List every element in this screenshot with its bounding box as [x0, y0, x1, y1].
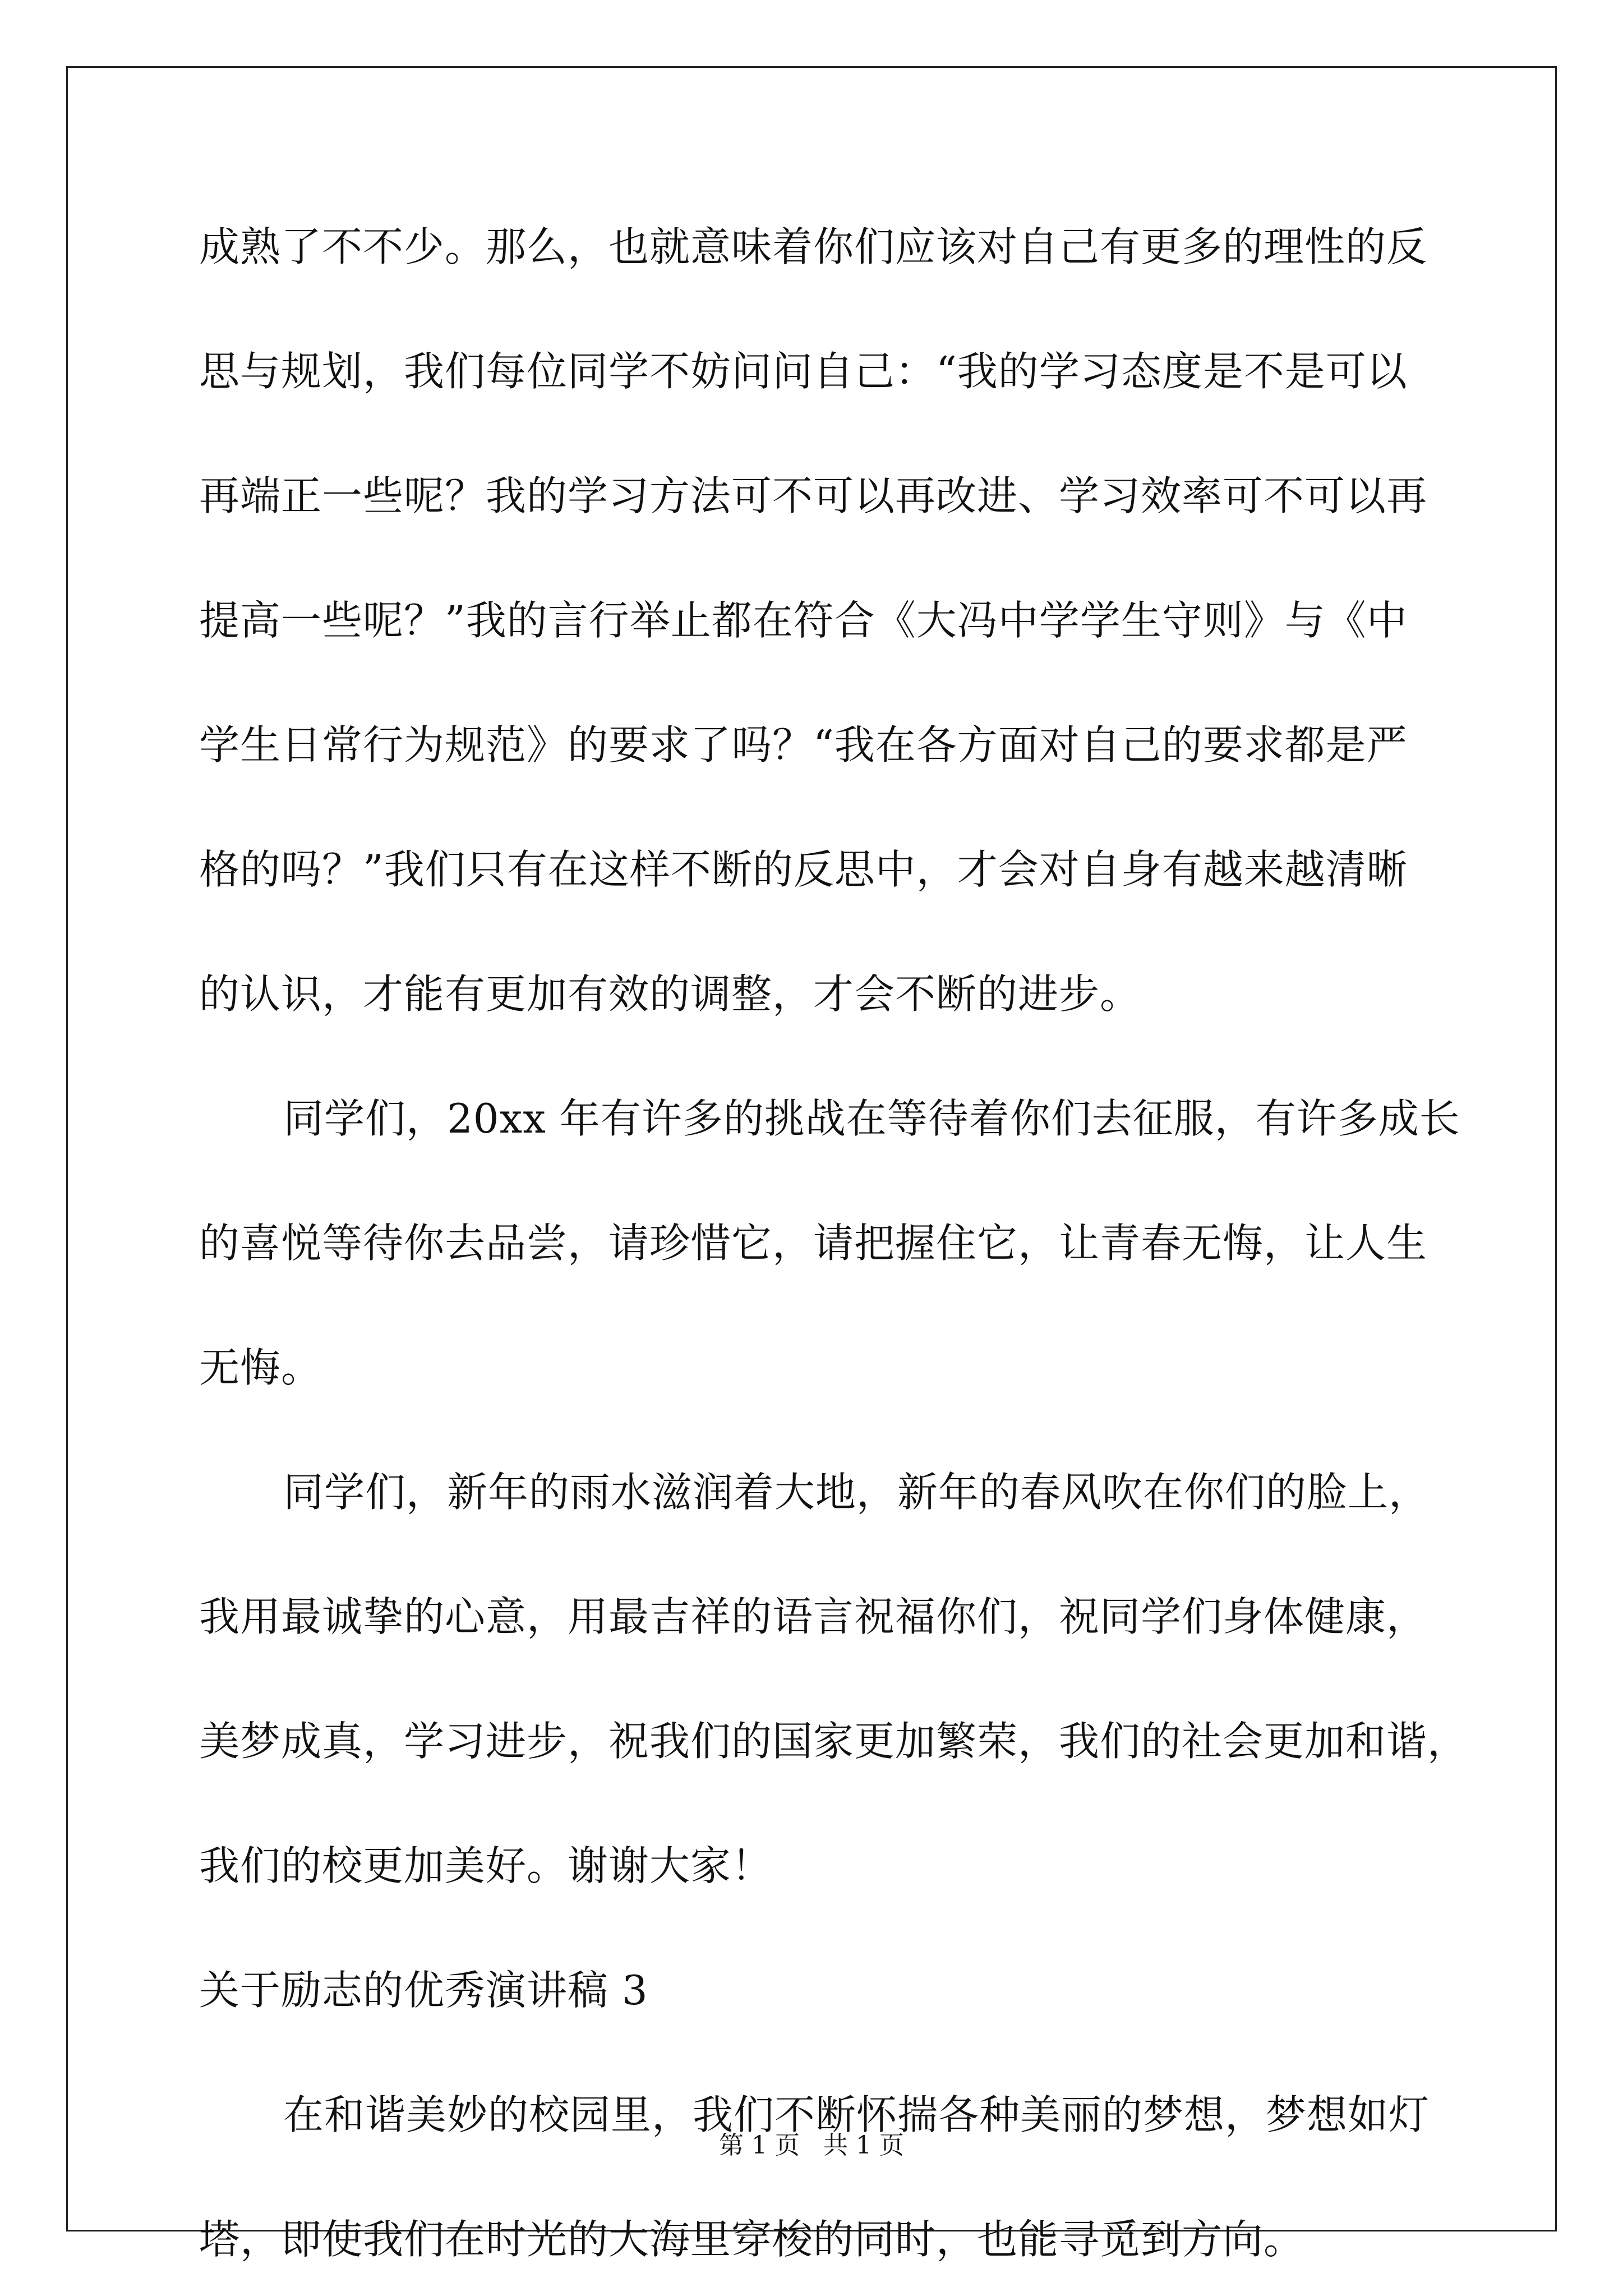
paragraph-line: 学生日常行为规范》的要求了吗？“我在各方面对自己的要求都是严	[199, 721, 1408, 769]
paragraph-line: 美梦成真，学习进步，祝我们的国家更加繁荣，我们的社会更加和谐，	[199, 1718, 1469, 1765]
paragraph-line: 格的吗？”我们只有在这样不断的反思中，才会对自身有越来越清晰	[199, 846, 1408, 893]
paragraph-line: 提高一些呢？”我的言行举止都在符合《大冯中学学生守则》与《中	[199, 597, 1408, 644]
paragraph-line: 塔，即使我们在时光的大海里穿梭的同时，也能寻觅到方向。	[199, 2216, 1305, 2263]
paragraph-line: 的认识，才能有更加有效的调整，才会不断的进步。	[199, 970, 1141, 1018]
section-heading: 关于励志的优秀演讲稿 3	[199, 1967, 648, 2014]
paragraph-line: 无悔。	[199, 1344, 322, 1391]
page-footer: 第 1 页 共 1 页	[719, 2131, 904, 2160]
paragraph-line: 同学们，20xx 年有许多的挑战在等待着你们去征服，有许多成长	[283, 1095, 1460, 1142]
paragraph-line: 再端正一些呢？我的学习方法可不可以再改进、学习效率可不可以再	[199, 472, 1428, 519]
paragraph-line: 思与规划，我们每位同学不妨问问自己：“我的学习态度是不是可以	[199, 348, 1408, 395]
paragraph-line: 同学们，新年的雨水滋润着大地，新年的春风吹在你们的脸上，	[283, 1469, 1430, 1516]
paragraph-line: 我用最诚挚的心意，用最吉祥的语言祝福你们，祝同学们身体健康，	[199, 1593, 1428, 1640]
paragraph-line: 成熟了不不少。那么，也就意味着你们应该对自己有更多的理性的反	[199, 223, 1428, 270]
paragraph-line: 在和谐美妙的校园里，我们不断怀揣各种美丽的梦想，梦想如灯	[283, 2091, 1430, 2138]
paragraph-line: 的喜悦等待你去品尝，请珍惜它，请把握住它，让青春无悔，让人生	[199, 1220, 1428, 1267]
paragraph-line: 我们的校更加美好。谢谢大家！	[199, 1842, 773, 1889]
